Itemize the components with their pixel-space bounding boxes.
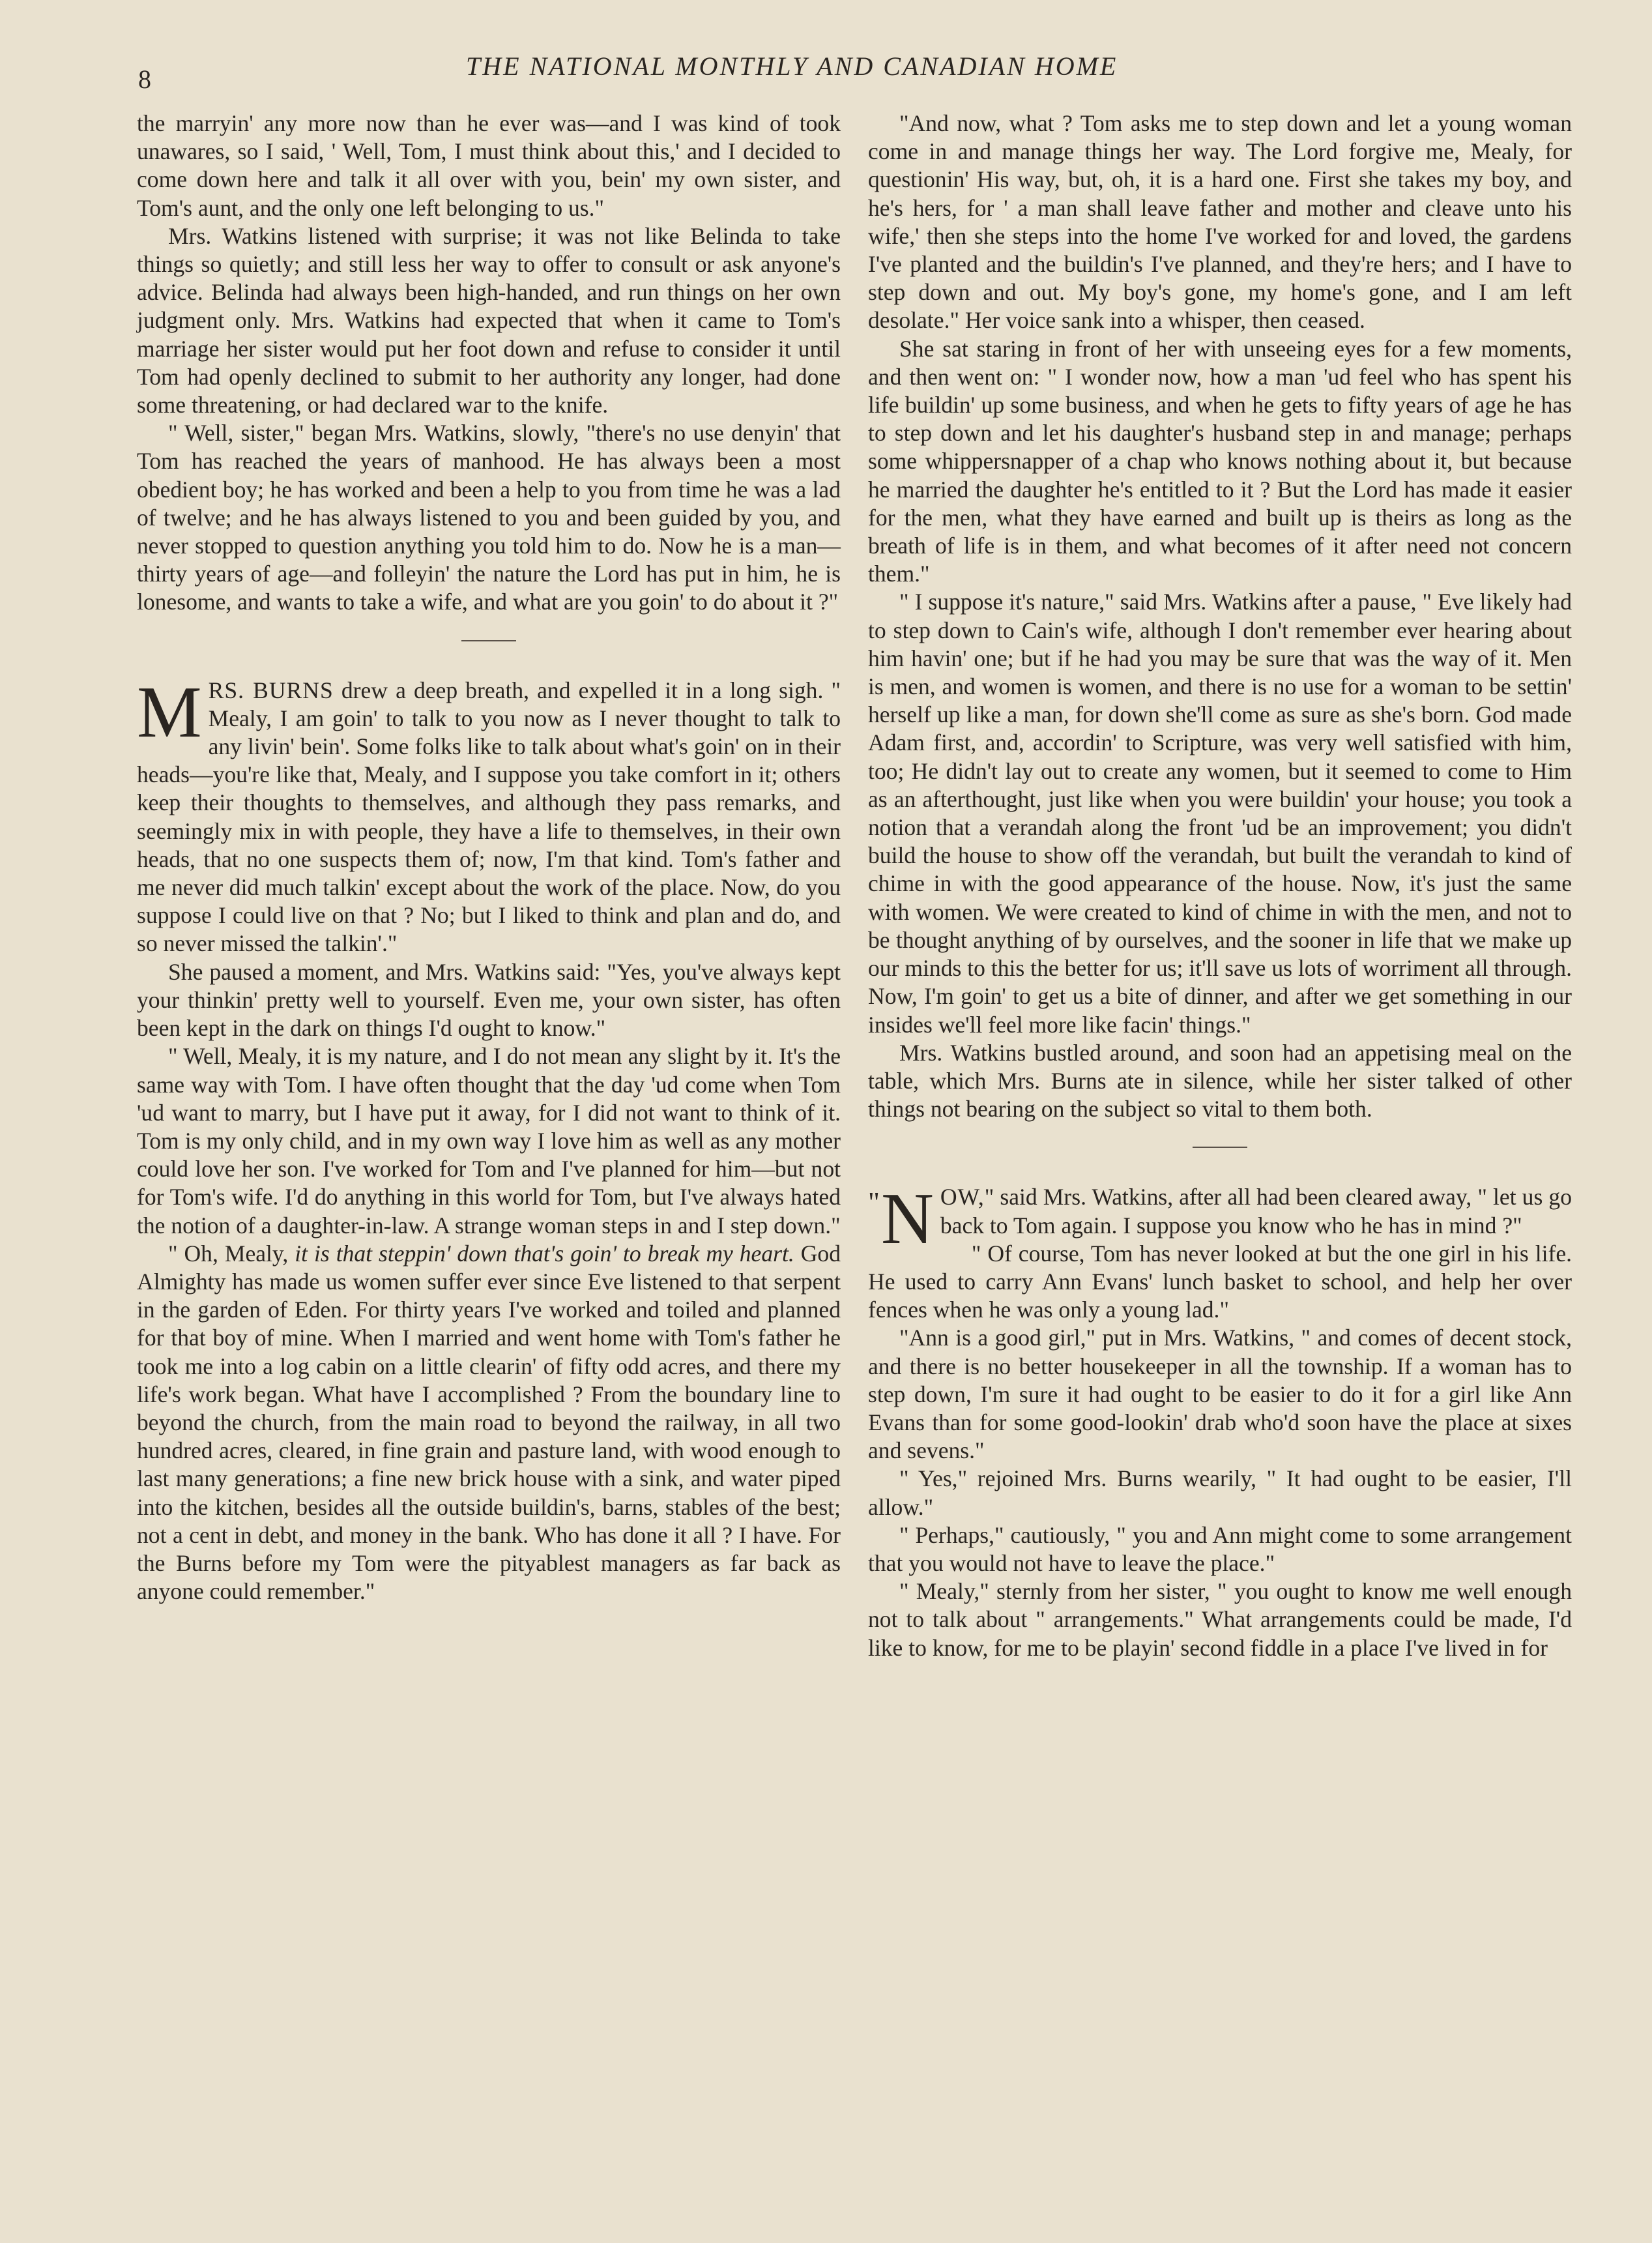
right-column	[868, 110, 1572, 1662]
paragraph: the marryin' any more now than he ever was—and I was kind of took unawares, so I said, ' Well, Tom, I must think about this,' and I decided to come down here and talk it all over with you, bein' my own sister, and Tom's aunt, and the only one left belonging to us."	[137, 110, 841, 221]
paragraph: Mrs. Watkins listened with surprise; it was not like Belinda to take things so quietly; and still less her way to offer to consult or ask anyone's advice. Belinda had always been high-handed, and run things on her own judgment only. Mrs. Watkins had expected that when it came to Tom's marriage her sister would put her foot down and refuse to consider it until Tom had openly declined to submit to her authority any longer, had done some threatening, or had declared war to the knife.	[137, 222, 841, 418]
page-header	[0, 51, 1652, 96]
section-opening-paragraph	[137, 671, 841, 958]
running-title: THE NATIONAL MONTHLY AND CANADIAN HOME	[466, 51, 1118, 81]
paragraph: " Yes," rejoined Mrs. Burns wearily, " It had ought to be easier, I'll allow."	[868, 1465, 1572, 1520]
page-number: 8	[138, 65, 151, 94]
paragraph: " Mealy," sternly from her sister, " you ought to know me well enough not to talk about " arrangements." What arrangements could be made, I'd like to know, for me to be playin' second fiddle in a place I've lived in for	[868, 1578, 1572, 1661]
left-column	[137, 110, 841, 1605]
paragraph: " Of course, Tom has never looked at but the one girl in his life. He used to carry Ann Evans' lunch basket to school, and help her over fences when he was only a young lad."	[868, 1240, 1572, 1323]
paragraph: "And now, what ? Tom asks me to step down and let a young woman come in and manage things her way. The Lord forgive me, Mealy, for questionin' His way, but, oh, it is a hard one. First she takes my boy, and he's hers, for ' a man shall leave father and mother and cleave unto his wife,' then she steps into the home I've worked for and loved, the gardens I've planted and the buildin's I've planned, and they're hers; and I have to step down and out. My boy's gone, my home's gone, and I am left desolate." Her voice sank into a whisper, then ceased.	[868, 110, 1572, 334]
small-caps-lead: OW,	[940, 1184, 985, 1210]
paragraph	[137, 1240, 841, 1606]
section-divider	[1193, 1147, 1247, 1148]
paragraph: " Perhaps," cautiously, " you and Ann might come to some arrangement that you would not have to leave the place."	[868, 1521, 1572, 1576]
paragraph-text: " said Mrs. Watkins, after all had been cleared away, " let us go back to Tom again. I suppose you know who he has in mind ?"	[940, 1184, 1572, 1239]
drop-cap: M	[137, 671, 202, 753]
paragraph: " I suppose it's nature," said Mrs. Watkins after a pause, " Eve likely had to step down to Cain's wife, although I don't remember ever hearing about him havin' one; but if he had you may be sure that was the way of it. Men is men, and women is women, and there is no use for a woman to be settin' herself up like a man, for down she'll come as sure as she's born. God made Adam first, and, accordin' to Scripture, was very well satisfied with him, too; He didn't lay out to create any women, but it seemed to come to Him as an afterthought, just like when you were buildin' your house; you took a notion that a verandah along the front 'ud be an improvement; you didn't build the house to show off the verandah, but built the verandah to kind of chime in with the good appearance of the house. Now, it's just the same with women. We were created to kind of chime in with the men, and not to be thought anything of by ourselves, and the sooner in life that we make up our minds to this the better for us; it'll save us lots of worriment all through. Now, I'm goin' to get us a bite of dinner, and after we get something in our insides we'll feel more like facin' things."	[868, 589, 1572, 1038]
paragraph: She paused a moment, and Mrs. Watkins said: "Yes, you've always kept your thinkin' pretty well to yourself. Even me, your own sister, has often been kept in the dark on things I'd ought to know."	[137, 958, 841, 1042]
paragraph: " Well, sister," began Mrs. Watkins, slowly, "there's no use denyin' that Tom has reached the years of manhood. He has always been a most obedient boy; he has worked and been a help to you from time he was a lad of twelve; and he has always listened to you and been guided by you, and never stopped to question anything you told him to do. Now he is a man—thirty years of age—and folleyin' the nature the Lord has put in him, he is lonesome, and wants to take a wife, and what are you goin' to do about it ?"	[137, 420, 841, 615]
paragraph-text: " Oh, Mealy,	[168, 1240, 295, 1267]
paragraph-text: drew a deep breath, and expelled it in a long sigh. " Mealy, I am goin' to talk to you now as I never thought to talk to any livin' bein'. Some folks like to talk about what's goin' on in their heads—you're like that, Mealy, and I suppose you take comfort in it; others keep their thoughts to themselves, and although they pass remarks, and seemingly mix in with people, they have a life to themselves, in their own heads, that no one suspects them of; now, I'm that kind. Tom's father and me never did much talkin' except about the work of the place. Now, do you suppose I could live on that ? No; but I liked to think and plan and do, and so never missed the talkin'."	[137, 677, 841, 957]
drop-cap: N	[880, 1179, 934, 1260]
paragraph: "Ann is a good girl," put in Mrs. Watkins, " and comes of decent stock, and there is no better housekeeper in all the township. If a woman has to step down, I'm sure it had ought to be easier to do it for a girl like Ann Evans than for some good-lookin' drab who'd soon have the place at sixes and sevens."	[868, 1325, 1572, 1464]
paragraph: Mrs. Watkins bustled around, and soon had an appetising meal on the table, which Mrs. Burns ate in silence, while her sister talked of other things not bearing on the subject so vital to them both.	[868, 1039, 1572, 1122]
paragraph: " Well, Mealy, it is my nature, and I do not mean any slight by it. It's the same way with Tom. I have often thought that the day 'ud come when Tom 'ud want to marry, but I have put it away, for I did not want to think of it. Tom is my only child, and in my own way I love him as well as any mother could love her son. I've worked for Tom and I've planned for him—but not for Tom's wife. I'd do anything in this world for Tom, but I've always hated the notion of a daughter-in-law. A strange woman steps in and I step down."	[137, 1043, 841, 1239]
opening-quote: "	[868, 1186, 880, 1219]
paragraph: She sat staring in front of her with unseeing eyes for a few moments, and then went on: " I wonder now, how a man 'ud feel who has spent his life buildin' up some business, and when he gets to fifty years of age he has to step down and let his daughter's husband step in and manage; perhaps some whippersnapper of a chap who knows nothing about it, but because he married the daughter he's entitled to it ? But the Lord has made it easier for the men, what they have earned and built up is theirs as long as the breath of life is in them, and what becomes of it after need not concern them."	[868, 335, 1572, 587]
small-caps-lead: RS. BURNS	[208, 677, 334, 703]
paragraph-text: God Almighty has made us women suffer ever since Eve listened to that serpent in the garden of Eden. For thirty years I've worked and toiled and planned for that boy of mine. When I married and went home with Tom's father he took me into a log cabin on a little clearin' of fifty odd acres, and there my life's work began. What have I accomplished ? From the boundary line to beyond the church, from the main road to beyond the railway, in all two hundred acres, cleared, in fine grain and pasture land, with wood enough to last many generations; a fine new brick house with a sink, and water piped into the kitchen, besides all the outside buildin's, barns, stables of the best; not a cent in debt, and money in the bank. Who has done it all ? I have. For the Burns before my Tom were the pityablest managers as far back as anyone could remember."	[137, 1240, 841, 1605]
section-divider	[461, 640, 516, 641]
section-opening-paragraph	[868, 1179, 1572, 1260]
italic-emphasis: it is that steppin' down that's goin' to break my heart.	[295, 1240, 794, 1267]
